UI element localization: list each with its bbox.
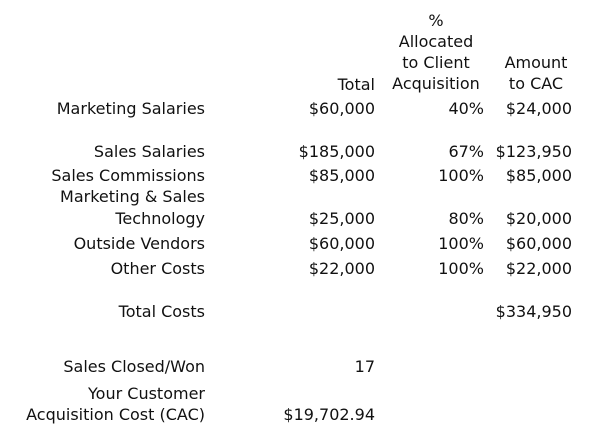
row-amount: $85,000 xyxy=(505,166,572,185)
row-label: Sales Salaries xyxy=(93,142,205,161)
row-amount: $123,950 xyxy=(495,142,572,161)
row-label: Other Costs xyxy=(110,259,205,278)
row-total: $60,000 xyxy=(308,99,375,118)
total-costs-amount: $334,950 xyxy=(495,302,572,321)
row-pct: 100% xyxy=(438,259,484,278)
row-label: Marketing Salaries xyxy=(56,99,205,118)
row-total: $85,000 xyxy=(308,166,375,185)
header-pct-line-3: to Client xyxy=(402,53,470,72)
cac-value: $19,702.94 xyxy=(283,405,375,424)
row-total: $185,000 xyxy=(298,142,375,161)
row-label: Sales Commissions xyxy=(51,166,205,185)
header-total: Total xyxy=(337,75,375,94)
row-total: $25,000 xyxy=(308,209,375,228)
header-pct-line-2: Allocated xyxy=(398,32,474,51)
total-costs-label: Total Costs xyxy=(118,302,205,321)
header-amount-line-2: to CAC xyxy=(508,74,564,93)
header-pct-line-4: Acquisition xyxy=(392,74,480,93)
header-amount-line-1: Amount xyxy=(504,53,568,72)
row-amount: $24,000 xyxy=(505,99,572,118)
row-total: $60,000 xyxy=(308,234,375,253)
cac-label-line-2: Acquisition Cost (CAC) xyxy=(26,405,205,424)
row-pct: 100% xyxy=(438,166,484,185)
row-pct: 67% xyxy=(448,142,484,161)
row-label: Outside Vendors xyxy=(73,234,205,253)
sales-closed-label: Sales Closed/Won xyxy=(63,357,205,376)
row-total: $22,000 xyxy=(308,259,375,278)
row-pct: 40% xyxy=(448,99,484,118)
row-amount: $20,000 xyxy=(505,209,572,228)
header-pct-line-1: % xyxy=(428,11,444,30)
row-amount: $22,000 xyxy=(505,259,572,278)
row-label-line-1: Marketing & Sales xyxy=(60,187,205,206)
row-amount: $60,000 xyxy=(505,234,572,253)
row-label-line-2: Technology xyxy=(115,209,205,228)
sales-closed-value: 17 xyxy=(354,357,375,376)
cac-label-line-1: Your Customer xyxy=(88,384,205,403)
row-pct: 80% xyxy=(448,209,484,228)
row-pct: 100% xyxy=(438,234,484,253)
